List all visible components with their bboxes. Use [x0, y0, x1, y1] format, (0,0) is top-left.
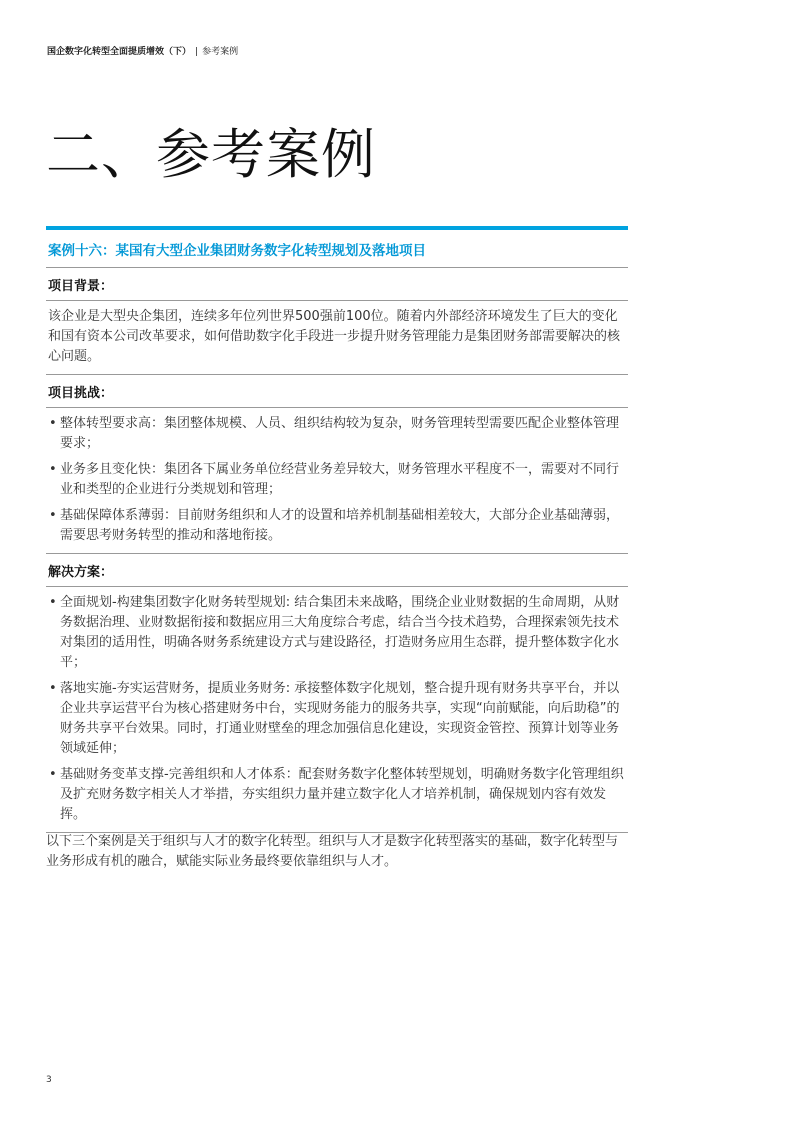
page-title: 二、参考案例: [46, 123, 376, 186]
bullet-icon: •: [49, 595, 57, 610]
list-item: • 整体转型要求高：集团整体规模、人员、组织结构较为复杂，财务管理转型需要匹配企业整体管理要求；: [49, 416, 620, 451]
bullet-icon: •: [49, 767, 57, 782]
background-text: 该企业是大型央企集团，连续多年位列世界500强前100位。随着内外部经济环境发生了巨大的变化和国有资本公司改革要求，如何借助数字化手段进一步提升财务管理能力是集团财务部需要解决的核心问题。: [48, 309, 621, 364]
case-box: [46, 226, 628, 833]
solutions-list: [48, 593, 628, 825]
list-item: • 落地实施-夯实运营财务，提质业务财务: 承接整体数字化规划，整合提升现有财务共享平台，并以企业共享运营平台为核心搭建财务中台，实现财务能力的服务共享，实现“向前赋能，向后助稳”的财务共享平台效果。同时，打通业财壁垒的理念加强信息化建设，实现资金管控、预算计划等业务领域延伸；: [49, 681, 620, 756]
solutions-heading: 解决方案：: [46, 554, 628, 587]
challenges-section: [46, 408, 628, 554]
list-item: • 基础保障体系薄弱：目前财务组织和人才的设置和培养机制基础相差较大，大部分企业基础薄弱，需要思考财务转型的推动和落地衔接。: [49, 508, 620, 543]
bullet-icon: •: [49, 681, 57, 696]
page-number: 3: [46, 1075, 52, 1085]
solutions-section: [46, 587, 628, 833]
background-section: [46, 301, 628, 375]
case-title: 案例十六：某国有大型企业集团财务数字化转型规划及落地项目: [46, 230, 628, 268]
list-item: • 业务多且变化快：集团各下属业务单位经营业务差异较大，财务管理水平程度不一，需要对不同行业和类型的企业进行分类规划和管理；: [49, 462, 620, 497]
header-doc-title: 国企数字化转型全面提质增效（下）: [47, 47, 192, 57]
background-heading: 项目背景：: [46, 268, 628, 301]
bullet-icon: •: [49, 508, 57, 523]
challenges-heading: 项目挑战：: [46, 375, 628, 408]
header-separator: |: [195, 47, 199, 57]
bullet-icon: •: [49, 416, 57, 431]
bullet-icon: •: [49, 462, 57, 477]
list-item: • 全面规划-构建集团数字化财务转型规划: 结合集团未来战略，围绕企业业财数据的生命周期，从财务数据治理、业财数据衔接和数据应用三大角度综合考虑，结合当今技术趋势，合理探索领先技术对集团的适用性，明确各财务系统建设方式与建设路径，打造财务应用生态群，提升整体数字化水平；: [49, 595, 620, 670]
list-item: • 基础财务变革支撑-完善组织和人才体系：配套财务数字化整体转型规划，明确财务数字化管理组织及扩充财务数字相关人才举措，夯实组织力量并建立数字化人才培养机制，确保规划内容有效发挥。: [49, 767, 624, 822]
challenges-list: [48, 414, 628, 546]
outro-paragraph: 以下三个案例是关于组织与人才的数字化转型。组织与人才是数字化转型落实的基础，数字化转型与业务形成有机的融合，赋能实际业务最终要依靠组织与人才。: [46, 834, 619, 869]
running-header: [47, 44, 238, 57]
header-section: 参考案例: [202, 47, 239, 57]
